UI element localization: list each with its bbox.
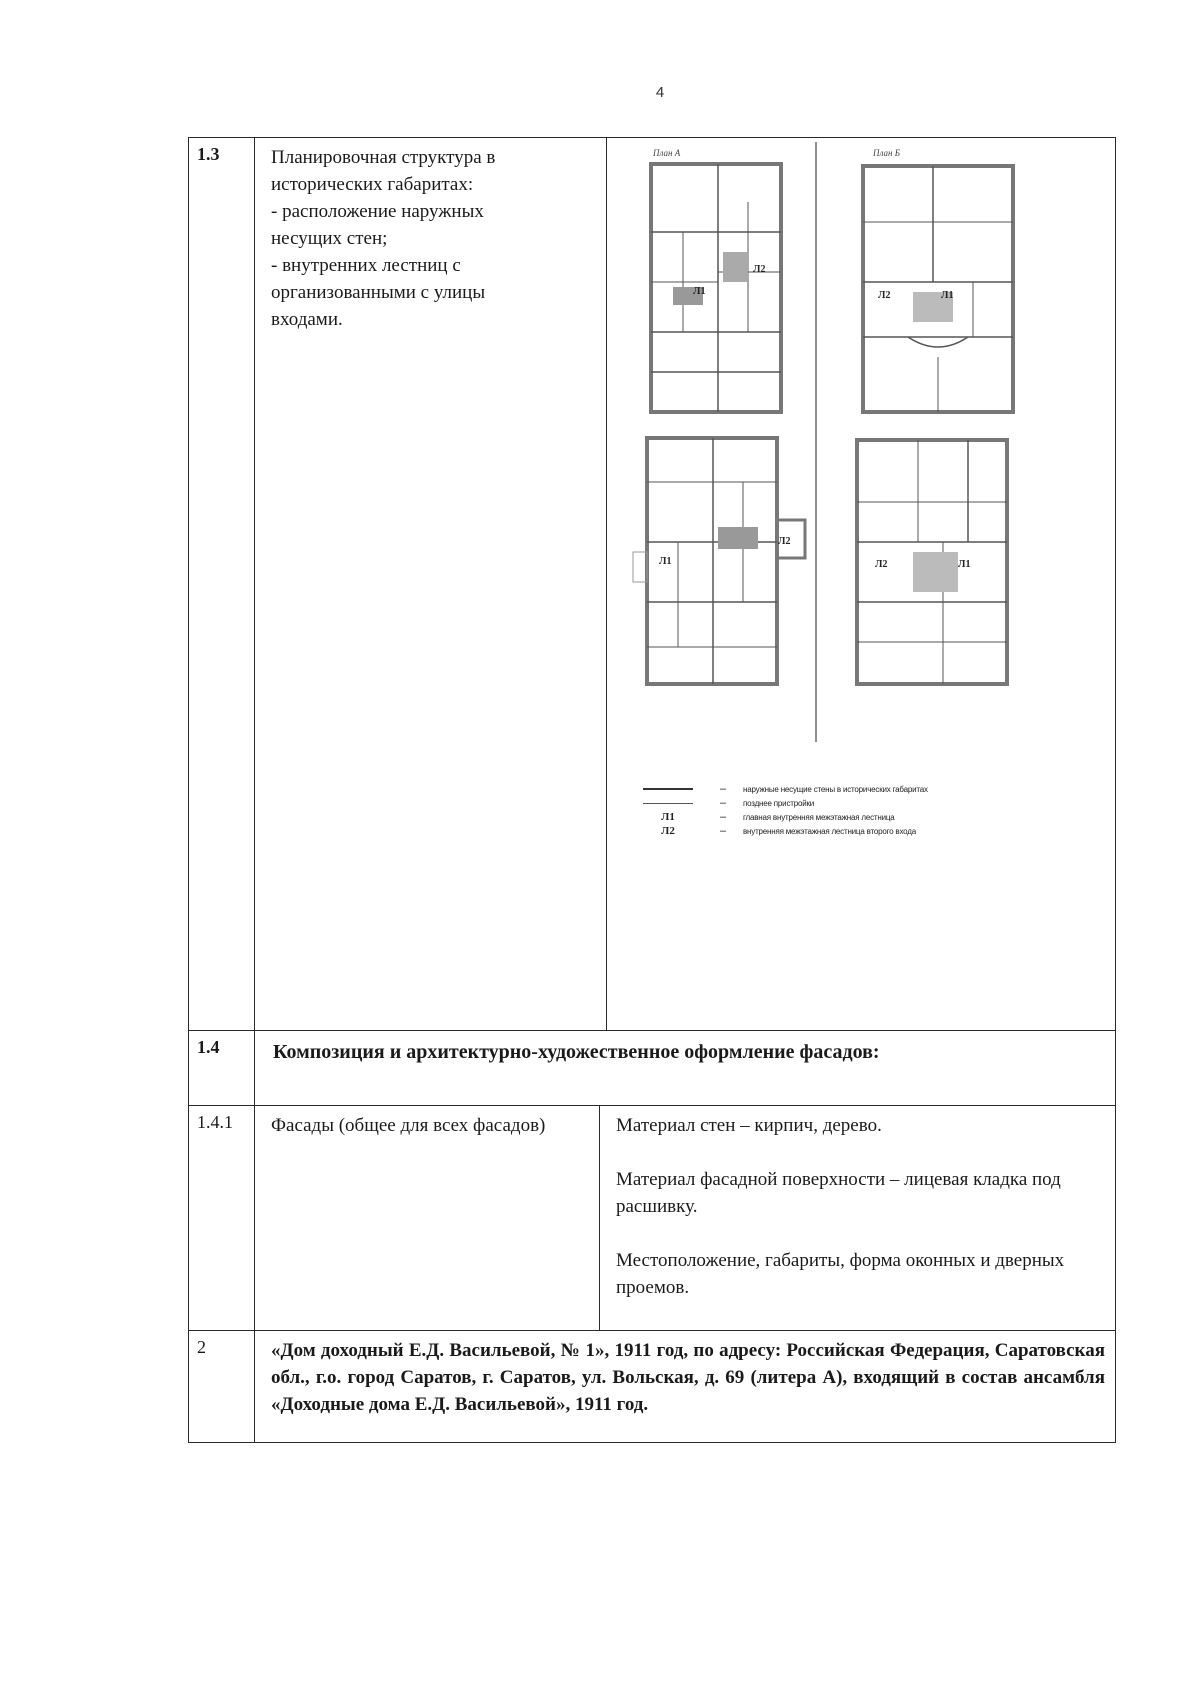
stair-label: Л2 (875, 559, 888, 570)
row-number: 1.4.1 (189, 1106, 255, 1331)
floor-plans-cell (607, 138, 1116, 1031)
text-line: несущих стен; (271, 228, 388, 249)
row-number: 2 (189, 1331, 255, 1443)
facade-value: Местоположение, габариты, форма оконных и дверных проемов. (616, 1250, 1065, 1298)
floor-plans-drawing (613, 142, 1051, 842)
stair-label: Л2 (753, 264, 766, 275)
row-1-3 (189, 138, 1116, 1031)
stair-label: Л1 (958, 559, 971, 570)
plan-title: План А (653, 148, 681, 158)
text-line: входами. (271, 309, 343, 330)
floor-plans-svg (613, 142, 1051, 762)
row-number: 1.3 (189, 138, 255, 1031)
facade-values (600, 1106, 1116, 1331)
floor-plan-1 (651, 164, 781, 412)
planning-structure-description (255, 138, 607, 1031)
facade-label: Фасады (общее для всех фасадов) (255, 1106, 600, 1331)
row-number: 1.4 (189, 1031, 255, 1106)
legend-text: внутренняя межэтажная лестница второго входа (743, 826, 916, 836)
stair-label: Л1 (941, 290, 954, 301)
stair-label: Л2 (878, 290, 891, 301)
legend-item: Л2 – внутренняя межэтажная лестница второго входа (633, 824, 1053, 838)
text-line: организованными с улицы (271, 282, 486, 303)
facade-value: Материал стен – кирпич, дерево. (616, 1115, 882, 1136)
legend-text: главная внутренняя межэтажная лестница (743, 812, 895, 822)
plan-legend (633, 782, 1053, 838)
text-line: - расположение наружных (271, 201, 484, 222)
legend-item: Л1 – главная внутренняя межэтажная лестница (633, 810, 1053, 824)
object-description: «Дом доходный Е.Д. Васильевой, № 1», 1911 год, по адресу: Российская Федерация, Саратовская обл., г.о. город Саратов, г. Саратов, ул. Вольская, д. 69 (литера А), входящий в состав ансамбля «Доходные дома Е.Д. Васильевой», 1911 год. (255, 1331, 1116, 1443)
legend-item: – наружные несущие стены в исторических габаритах (633, 782, 1053, 796)
stair-label: Л1 (659, 556, 672, 567)
legend-text: наружные несущие стены в исторических габаритах (743, 784, 928, 794)
text-line: Планировочная структура в (271, 147, 496, 168)
row-1-4-1 (189, 1106, 1116, 1331)
stair-label: Л1 (693, 286, 706, 297)
section-title: Композиция и архитектурно-художественное оформление фасадов: (255, 1031, 1116, 1106)
monument-table (188, 137, 1116, 1443)
legend-symbol: Л1 (661, 811, 675, 823)
page-number: 4 (655, 84, 665, 101)
floor-plan-2 (863, 166, 1013, 412)
text-line: - внутренних лестниц с (271, 255, 461, 276)
legend-item: – позднее пристройки (633, 796, 1053, 810)
text-line: исторических габаритах: (271, 174, 474, 195)
stair-label: Л2 (778, 536, 791, 547)
legend-text: позднее пристройки (743, 798, 815, 808)
plan-title: План Б (873, 148, 901, 158)
row-2 (189, 1331, 1116, 1443)
row-1-4 (189, 1031, 1116, 1106)
legend-symbol: Л2 (661, 825, 675, 837)
facade-value: Материал фасадной поверхности – лицевая кладка под расшивку. (616, 1169, 1061, 1217)
